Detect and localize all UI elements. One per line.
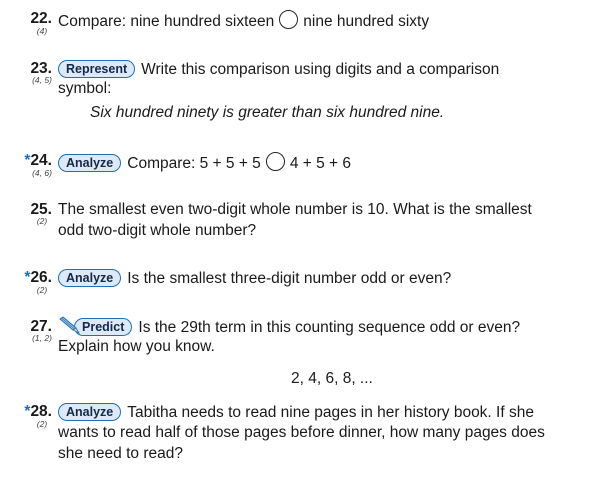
problem-number: 23. [30,60,52,77]
lesson-reference: (4, 6) [32,168,52,178]
lesson-reference: (4, 5) [32,75,52,85]
skill-badge: Represent [58,60,135,78]
problem-text: Analyze Is the smallest three-digit number odd or even? [58,269,451,288]
lesson-reference: (2) [36,285,48,295]
comparison-circle[interactable] [279,10,298,29]
problem-text: Predict Is the 29th term in this counting sequence odd or even? [58,316,520,339]
skill-badge: Analyze [58,154,121,172]
lesson-reference: (2) [36,216,48,226]
problem-number: *26. [24,269,52,286]
skill-badge: Analyze [58,269,121,287]
skill-badge: Analyze [58,403,121,421]
problem-number: *28. [24,403,52,420]
problem-number: 25. [30,201,52,218]
problem-number: 22. [30,10,52,27]
problem-text-continued: odd two-digit whole number? [58,222,257,239]
problem-text-continued: Explain how you know. [58,338,215,355]
comparison-statement: Six hundred ninety is greater than six hundred nine. [90,104,445,121]
skill-badge: Predict [74,318,132,336]
problem-number: 27. [30,318,52,335]
lesson-reference: (1, 2) [32,333,52,343]
problem-text-continued: she need to read? [58,445,183,462]
problem-text-continued: symbol: [58,80,112,97]
problem-text: The smallest even two-digit whole number is 10. What is the smallest [58,201,532,218]
comparison-circle[interactable] [266,152,285,171]
lesson-reference: (2) [36,419,48,429]
problem-text: Analyze Tabitha needs to read nine pages in her history book. If she [58,403,534,422]
problem-text: Compare: nine hundred sixteen nine hundred sixty [58,10,429,31]
problem-text-continued: wants to read half of those pages before dinner, how many pages does [58,424,545,441]
lesson-reference: (4) [36,26,48,36]
counting-sequence: 2, 4, 6, 8, ... [291,370,373,387]
pencil-icon [58,316,80,339]
problem-number: *24. [24,152,52,169]
problem-text: Analyze Compare: 5 + 5 + 5 4 + 5 + 6 [58,152,351,173]
problem-text: Represent Write this comparison using digits and a comparison [58,60,499,79]
